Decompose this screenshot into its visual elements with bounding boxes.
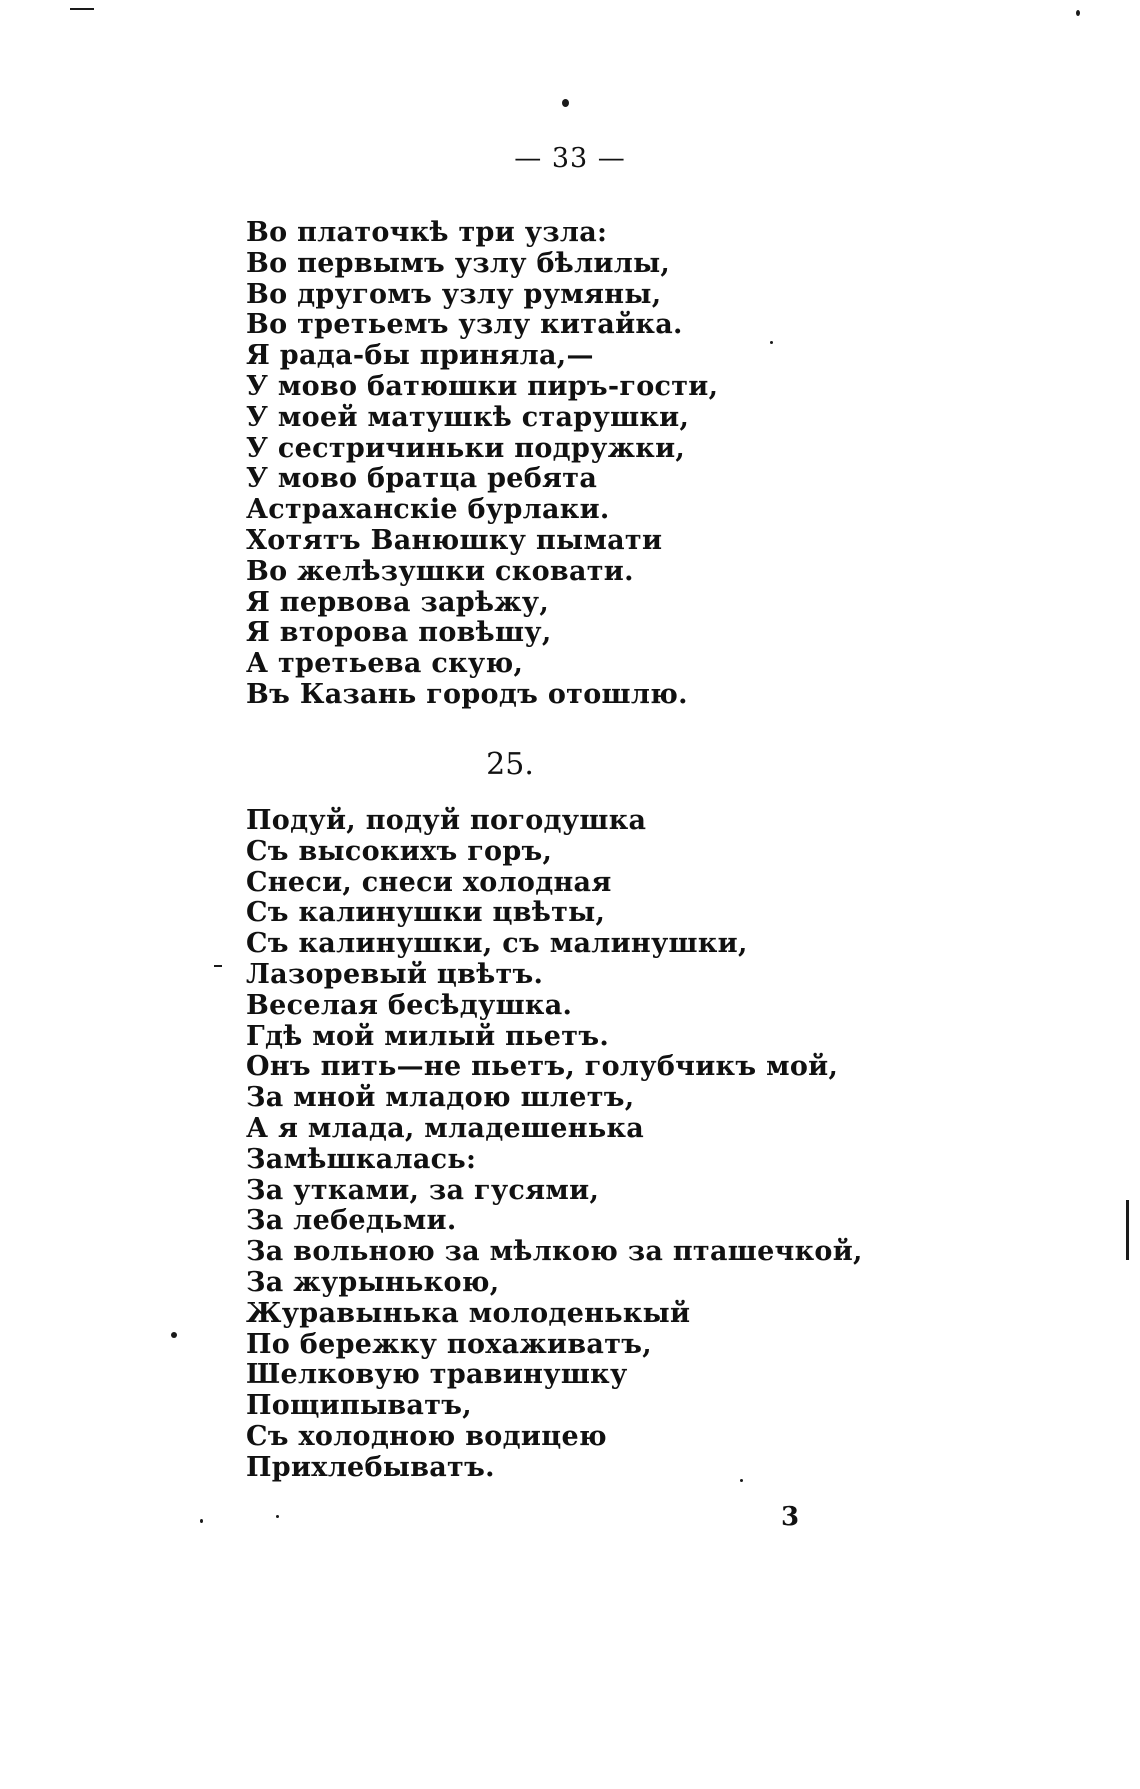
verse-line: За журынькою, <box>246 1266 500 1298</box>
scan-mark <box>1126 1200 1129 1260</box>
scan-speck <box>740 1479 743 1482</box>
verse-line: За мной младою шлетъ, <box>246 1082 635 1114</box>
page-number: — 33 — <box>514 143 626 174</box>
verse-line: Подуй, подуй погодушка <box>246 805 647 836</box>
verse-line: Съ калинушки, съ малинушки, <box>246 928 748 960</box>
verse-line: Веселая бесѣдушка. <box>246 989 573 1021</box>
scan-mark <box>70 8 94 10</box>
verse-line: У мово батюшки пиръ-гости, <box>246 370 719 402</box>
verse-line: Я первова зарѣжу, <box>246 586 550 618</box>
verse-line: Съ холодною водицею <box>246 1420 607 1452</box>
song-25-verse <box>246 806 863 1484</box>
scan-speck <box>171 1332 177 1338</box>
song-number: 25. <box>486 747 534 782</box>
scan-speck <box>1076 10 1080 16</box>
verse-line: Астраханскіе бурлаки. <box>246 494 610 526</box>
verse-line: Во другомъ узлу румяны, <box>246 278 662 310</box>
scan-speck <box>562 99 569 107</box>
verse-line: Лазоревый цвѣтъ. <box>246 958 544 990</box>
verse-line: За вольною за мѣлкою за пташечкой, <box>246 1236 863 1268</box>
verse-line: А третьева скую, <box>246 648 524 680</box>
scan-speck <box>770 341 773 344</box>
verse-line: Я рада-бы приняла,— <box>246 340 594 372</box>
verse-line: За лебедьми. <box>246 1205 457 1237</box>
verse-line: У мово братца ребята <box>246 463 598 495</box>
verse-line: Въ Казань городъ отошлю. <box>246 678 688 710</box>
verse-line: Съ калинушки цвѣты, <box>246 897 606 929</box>
verse-line: Во желѣзушки сковати. <box>246 555 634 587</box>
verse-line: По бережку похаживатъ, <box>246 1328 652 1360</box>
verse-line: Онъ пить—не пьетъ, голубчикъ мой, <box>246 1051 839 1083</box>
verse-line: Журавынька молоденькый <box>246 1297 691 1329</box>
verse-line: Замѣшкалась: <box>246 1143 477 1175</box>
verse-line: Пощипыватъ, <box>246 1390 472 1422</box>
verse-line: Съ высокихъ горъ, <box>246 835 553 867</box>
verse-line: Я второва повѣшу, <box>246 617 552 649</box>
verse-line: Прихлебыватъ. <box>246 1451 495 1483</box>
verse-line: Хотятъ Ванюшку пымати <box>246 524 663 556</box>
verse-line: За утками, за гусями, <box>246 1174 600 1206</box>
scan-speck <box>200 1519 203 1523</box>
verse-line: Во платочкѣ три узла: <box>246 217 608 248</box>
scan-speck <box>276 1515 279 1518</box>
scan-mark <box>214 965 222 967</box>
signature-mark: 3 <box>781 1502 800 1532</box>
verse-line: У сестричиньки подружки, <box>246 432 686 464</box>
verse-line: Во третьемъ узлу китайка. <box>246 309 683 341</box>
verse-line: Снеси, снеси холодная <box>246 866 612 898</box>
verse-continued <box>246 218 718 711</box>
verse-line: А я млада, младешенька <box>246 1112 645 1144</box>
verse-line: У моей матушкѣ старушки, <box>246 401 690 433</box>
verse-line: Гдѣ мой милый пьетъ. <box>246 1020 610 1052</box>
verse-line: Во первымъ узлу бѣлилы, <box>246 247 671 279</box>
verse-line: Шелковую травинушку <box>246 1359 628 1391</box>
